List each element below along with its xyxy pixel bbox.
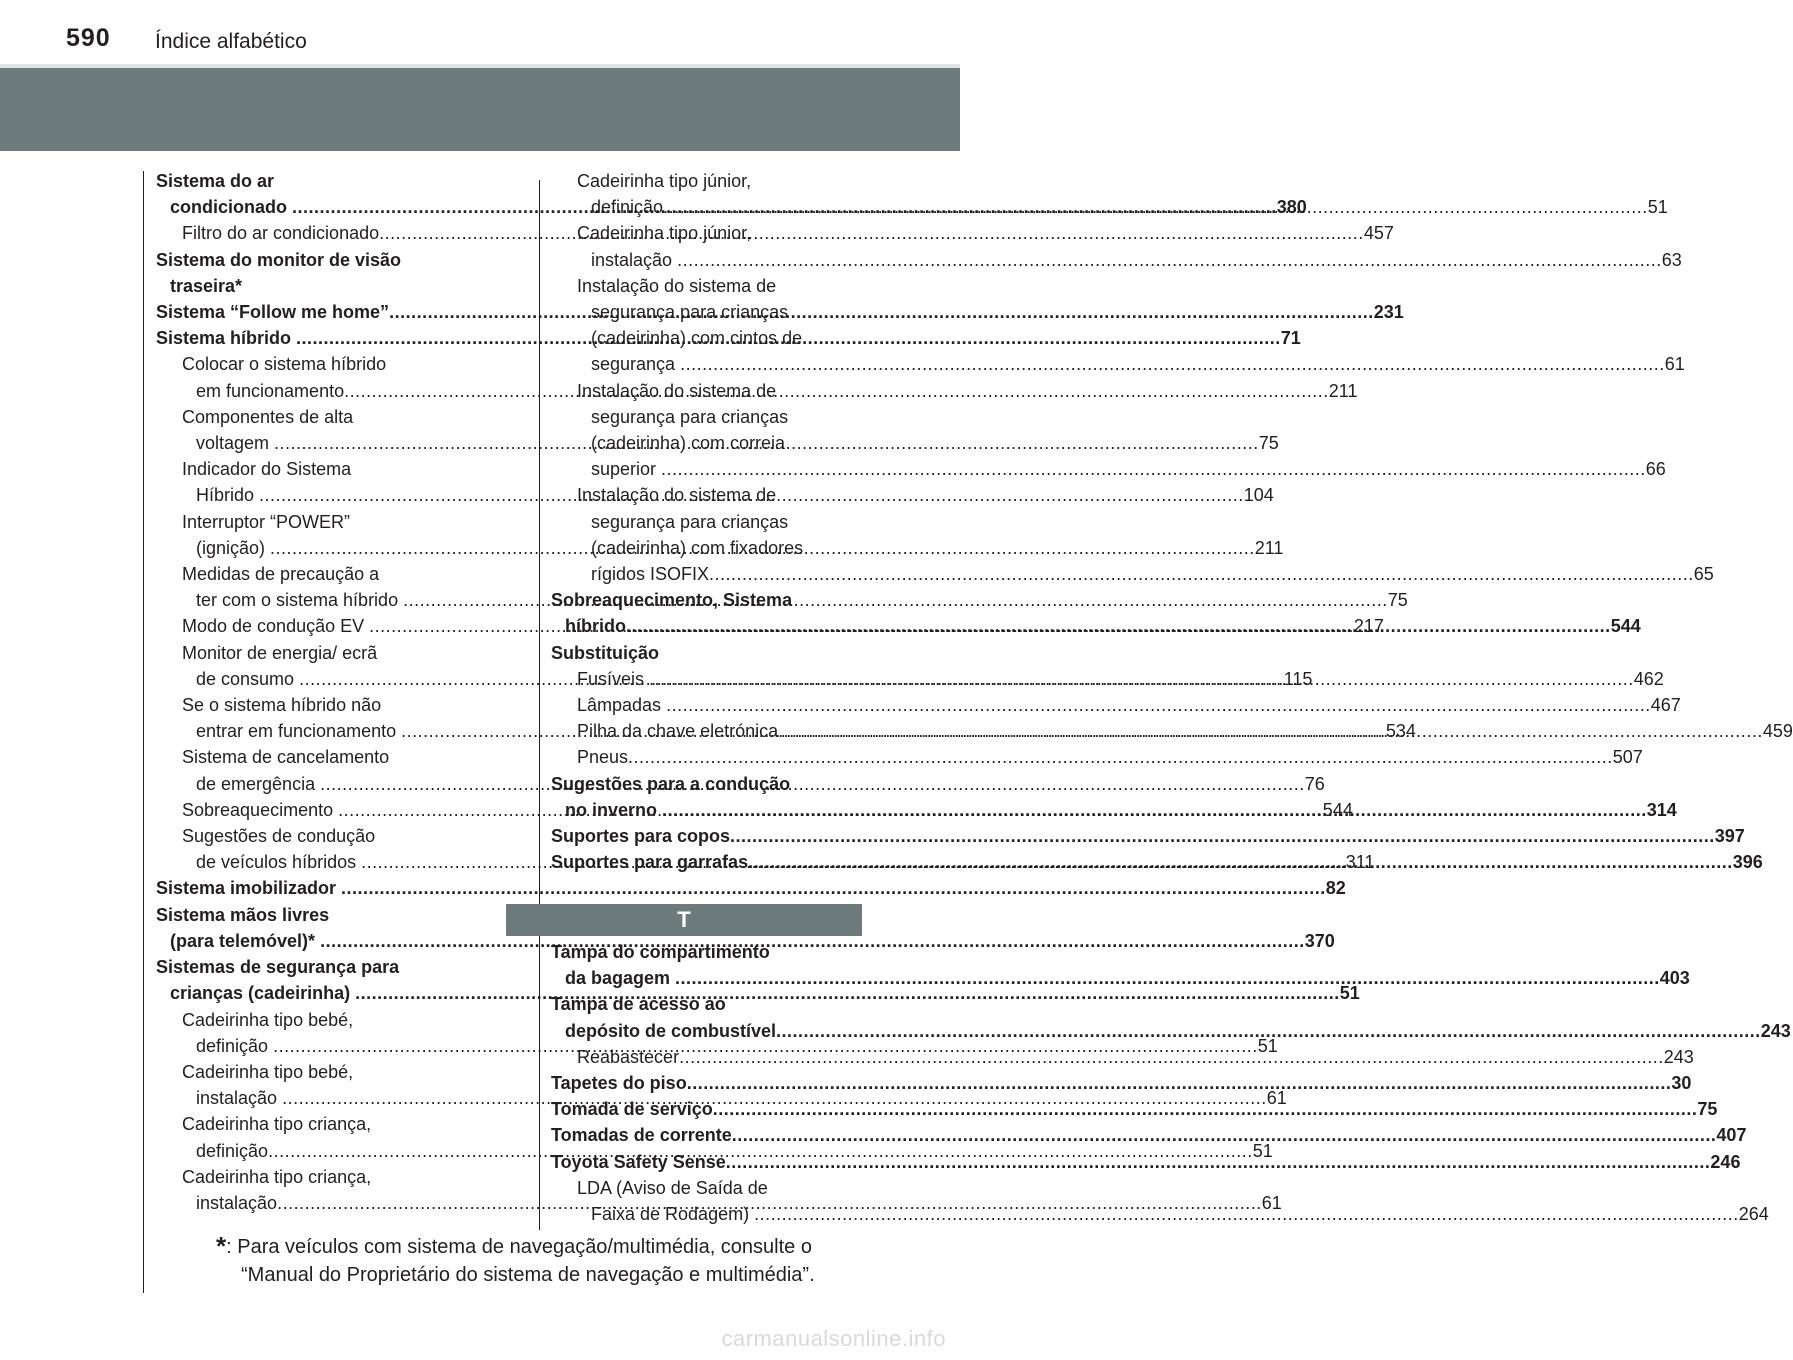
dot-leader bbox=[675, 968, 1660, 988]
entry-term: Sugestões de condução bbox=[182, 826, 376, 847]
entry-term: (cadeirinha) com fixadores bbox=[591, 537, 804, 558]
page-reference: 380 bbox=[1276, 197, 1307, 218]
entry-term: Cadeirinha tipo criança, bbox=[182, 1114, 372, 1135]
entry-term: segurança para crianças bbox=[591, 406, 789, 427]
footnote bbox=[216, 1232, 866, 1289]
entry-term: Tapetes do piso bbox=[551, 1073, 687, 1094]
dot-leader bbox=[730, 826, 1715, 846]
page-reference: 462 bbox=[1633, 668, 1664, 689]
entry-term: Medidas de precaução a bbox=[182, 564, 380, 585]
entry-term: Sistema “Follow me home” bbox=[156, 302, 390, 323]
entry-term: condicionado bbox=[170, 197, 293, 218]
entry-term: Sistema de cancelamento bbox=[182, 747, 390, 768]
page-reference: 75 bbox=[1387, 590, 1408, 611]
entry-term: Modo de condução EV bbox=[182, 616, 370, 637]
page-reference: 311 bbox=[1345, 852, 1375, 873]
entry-line-with-page bbox=[577, 247, 1682, 273]
entry-term: Sistema híbrido bbox=[156, 328, 297, 349]
dot-leader bbox=[709, 564, 1694, 584]
page-reference: 104 bbox=[1243, 485, 1274, 506]
entry-term: instalação bbox=[591, 249, 678, 270]
entry-line-with-page bbox=[577, 744, 1643, 770]
page-reference: 51 bbox=[1252, 1140, 1273, 1161]
index-entry bbox=[156, 875, 1346, 901]
entry-term: Tampa de acesso ao bbox=[551, 994, 726, 1015]
index-entry bbox=[551, 823, 1745, 849]
dot-leader bbox=[649, 669, 1634, 689]
entry-term: definição bbox=[591, 197, 664, 218]
entry-term: instalação bbox=[196, 1192, 278, 1213]
entry-term: Sobreaquecimento, Sistema bbox=[551, 590, 793, 611]
entry-term: Instalação do sistema de bbox=[577, 380, 777, 401]
page-reference: 544 bbox=[1322, 799, 1353, 820]
page-reference: 457 bbox=[1363, 223, 1394, 244]
index-entry bbox=[551, 1070, 1692, 1096]
page-reference: 76 bbox=[1304, 773, 1325, 794]
entry-term: Componentes de alta bbox=[182, 406, 354, 427]
entry-term: (cadeirinha) com cintos de bbox=[591, 328, 803, 349]
page-reference: 459 bbox=[1762, 721, 1793, 742]
page-reference: 63 bbox=[1661, 249, 1682, 270]
entry-term: Monitor de energia/ ecrã bbox=[182, 642, 378, 663]
entry-line-with-page bbox=[551, 1070, 1692, 1096]
page-reference: 51 bbox=[1339, 983, 1360, 1004]
entry-term: da bagagem bbox=[565, 968, 676, 989]
entry-term: Suportes para garrafas bbox=[551, 852, 749, 873]
page-reference: 534 bbox=[1385, 721, 1416, 742]
entry-term: Sistema do ar bbox=[156, 171, 275, 191]
entry-line-with-page bbox=[156, 875, 1346, 901]
entry-term: Fusíveis bbox=[577, 668, 650, 689]
entry-term: Híbrido bbox=[196, 485, 260, 506]
page-number: 590 bbox=[66, 24, 111, 52]
entry-term: híbrido bbox=[565, 616, 626, 637]
entry-term: Instalação do sistema de bbox=[577, 275, 777, 296]
page-header bbox=[0, 0, 960, 66]
dot-leader bbox=[732, 1125, 1717, 1145]
entry-line-with-page bbox=[551, 1122, 1747, 1148]
entry-term: no inverno bbox=[565, 799, 663, 820]
page-reference: 51 bbox=[1647, 197, 1668, 218]
entry-term: superior bbox=[591, 459, 662, 480]
entry-term: Reabastecer bbox=[577, 1046, 680, 1067]
entry-term: Se o sistema híbrido não bbox=[182, 695, 382, 716]
page-reference: 61 bbox=[1664, 354, 1685, 375]
page-reference: 75 bbox=[1697, 1099, 1718, 1120]
page-reference: 217 bbox=[1353, 616, 1384, 637]
entry-term: definição bbox=[196, 1140, 269, 1161]
header-band bbox=[0, 68, 960, 151]
entry-term: (ignição) bbox=[196, 537, 271, 558]
entry-term: instalação bbox=[196, 1088, 283, 1109]
entry-term: Instalação do sistema de bbox=[577, 485, 777, 506]
dot-leader bbox=[628, 747, 1613, 767]
entry-term: Cadeirinha tipo bebé, bbox=[182, 1009, 354, 1030]
entry-term: Tampa do compartimento bbox=[551, 942, 770, 962]
dot-leader bbox=[677, 250, 1662, 270]
dot-leader bbox=[662, 800, 1647, 820]
page-reference: 61 bbox=[1266, 1088, 1287, 1109]
entry-term: de emergência bbox=[196, 773, 321, 794]
index-entry bbox=[551, 640, 862, 666]
dot-leader bbox=[776, 1021, 1761, 1041]
entry-term: Filtro do ar condicionado bbox=[182, 223, 380, 244]
dot-leader bbox=[341, 878, 1326, 898]
dot-leader bbox=[754, 1204, 1739, 1224]
entry-term: rígidos ISOFIX bbox=[591, 564, 710, 585]
footnote-marker: * bbox=[216, 1231, 227, 1261]
entry-line-with-page bbox=[577, 561, 1714, 587]
page-reference: 61 bbox=[1261, 1192, 1282, 1213]
page-reference: 82 bbox=[1325, 878, 1346, 899]
entry-term: Indicador do Sistema bbox=[182, 459, 352, 480]
entry-term: de veículos híbridos bbox=[196, 852, 362, 873]
entry-term: (cadeirinha) com correia bbox=[591, 433, 786, 454]
entry-line-with-page bbox=[551, 823, 1745, 849]
entry-term: Cadeirinha tipo júnior, bbox=[577, 171, 752, 191]
entry-term: segurança para crianças bbox=[591, 511, 789, 532]
entry-term: depósito de combustível bbox=[565, 1020, 777, 1041]
index-entry bbox=[551, 1122, 1747, 1148]
page-reference: 211 bbox=[1254, 537, 1284, 558]
dot-leader bbox=[680, 354, 1665, 374]
entry-term: em funcionamento bbox=[196, 380, 345, 401]
entry-term: Sistemas de segurança para bbox=[156, 957, 400, 978]
index-subentry bbox=[551, 744, 1643, 770]
entry-term: Cadeirinha tipo júnior, bbox=[577, 223, 752, 244]
dot-leader bbox=[713, 1099, 1698, 1119]
index-letter-header: T bbox=[506, 904, 862, 936]
page-reference: 231 bbox=[1373, 302, 1404, 323]
entry-term: Sistema do monitor de visão bbox=[156, 249, 402, 270]
entry-term: Lâmpadas bbox=[577, 695, 667, 716]
entry-term: Colocar o sistema híbrido bbox=[182, 354, 387, 375]
entry-line-with-page bbox=[577, 692, 1681, 718]
entry-term: voltagem bbox=[196, 433, 275, 454]
page-reference: 403 bbox=[1659, 968, 1690, 989]
entry-term: Tomada de serviço bbox=[551, 1099, 713, 1120]
entry-term: ter com o sistema híbrido bbox=[196, 590, 404, 611]
page-reference: 243 bbox=[1663, 1046, 1694, 1067]
dot-leader bbox=[389, 302, 1374, 322]
page-reference: 314 bbox=[1646, 799, 1677, 820]
page-reference: 243 bbox=[1760, 1020, 1791, 1041]
dot-leader bbox=[687, 1073, 1672, 1093]
entry-term: Sugestões para a condução bbox=[551, 773, 791, 794]
entry-term: Toyota Safety Sense bbox=[551, 1151, 726, 1172]
page-reference: 65 bbox=[1693, 564, 1714, 585]
page-reference: 264 bbox=[1738, 1204, 1769, 1225]
entry-term: Pilha da chave eletrónica bbox=[577, 721, 779, 742]
entry-line-with-page bbox=[577, 351, 1685, 377]
entry-term: de consumo bbox=[196, 668, 300, 689]
entry-term: Sistema imobilizador bbox=[156, 878, 342, 899]
dot-leader bbox=[748, 852, 1733, 872]
entry-term: Faixa de Rodagem) bbox=[591, 1204, 755, 1225]
entry-line-with-page bbox=[551, 1018, 1791, 1044]
entry-term: Tomadas de corrente bbox=[551, 1125, 732, 1146]
page-reference: 246 bbox=[1710, 1151, 1741, 1172]
page-reference: 370 bbox=[1304, 930, 1335, 951]
page-reference: 71 bbox=[1280, 328, 1301, 349]
entry-term: Interruptor “POWER” bbox=[182, 511, 351, 532]
dot-leader bbox=[679, 1047, 1664, 1067]
entry-term: Pneus bbox=[577, 747, 629, 768]
entry-term: (para telemóvel)* bbox=[170, 930, 321, 951]
page-reference: 211 bbox=[1328, 380, 1358, 401]
page-reference: 396 bbox=[1732, 852, 1763, 873]
entry-term: segurança para crianças bbox=[591, 302, 789, 323]
entry-line-with-page bbox=[577, 456, 1666, 482]
section-title: Índice alfabético bbox=[155, 30, 307, 53]
left-margin-rule bbox=[143, 171, 144, 1293]
dot-leader bbox=[626, 616, 1611, 636]
entry-term: Cadeirinha tipo bebé, bbox=[182, 1061, 354, 1082]
watermark: carmanualsonline.info bbox=[721, 1326, 946, 1351]
entry-term: entrar em funcionamento bbox=[196, 721, 402, 742]
dot-leader bbox=[663, 197, 1648, 217]
page-reference: 397 bbox=[1714, 826, 1745, 847]
page-reference: 407 bbox=[1716, 1125, 1747, 1146]
entry-term: definição bbox=[196, 1035, 274, 1056]
entry-term: LDA (Aviso de Saída de bbox=[577, 1177, 768, 1198]
entry-term: Cadeirinha tipo criança, bbox=[182, 1166, 372, 1187]
page-reference: 66 bbox=[1645, 459, 1666, 480]
index-entry bbox=[156, 247, 468, 299]
page-reference: 467 bbox=[1650, 695, 1681, 716]
entry-term: Sistema mãos livres bbox=[156, 904, 330, 925]
entry-term: Substituição bbox=[551, 642, 660, 663]
dot-leader bbox=[726, 1152, 1711, 1172]
entry-term: Sobreaquecimento bbox=[182, 799, 339, 820]
dot-leader bbox=[666, 695, 1651, 715]
page-reference: 75 bbox=[1258, 433, 1279, 454]
page-reference: 507 bbox=[1612, 747, 1643, 768]
page-reference: 30 bbox=[1671, 1073, 1692, 1094]
entry-term: Suportes para copos bbox=[551, 826, 731, 847]
footnote-line-2: “Manual do Proprietário do sistema de navegação e multimédia”. bbox=[241, 1264, 815, 1286]
dot-leader bbox=[661, 459, 1646, 479]
entry-term: segurança bbox=[591, 354, 681, 375]
entry-term: traseira* bbox=[170, 275, 243, 296]
page-reference: 115 bbox=[1283, 668, 1313, 689]
footnote-line-1: : Para veículos com sistema de navegação/multimédia, consulte o bbox=[226, 1236, 812, 1258]
page-reference: 51 bbox=[1257, 1035, 1278, 1056]
entry-term: crianças (cadeirinha) bbox=[170, 983, 356, 1004]
entry-line-with-page bbox=[551, 965, 1690, 991]
index-subentry bbox=[551, 692, 1681, 718]
page-reference: 544 bbox=[1610, 616, 1641, 637]
dot-leader bbox=[379, 223, 1364, 243]
dot-leader bbox=[778, 721, 1763, 741]
